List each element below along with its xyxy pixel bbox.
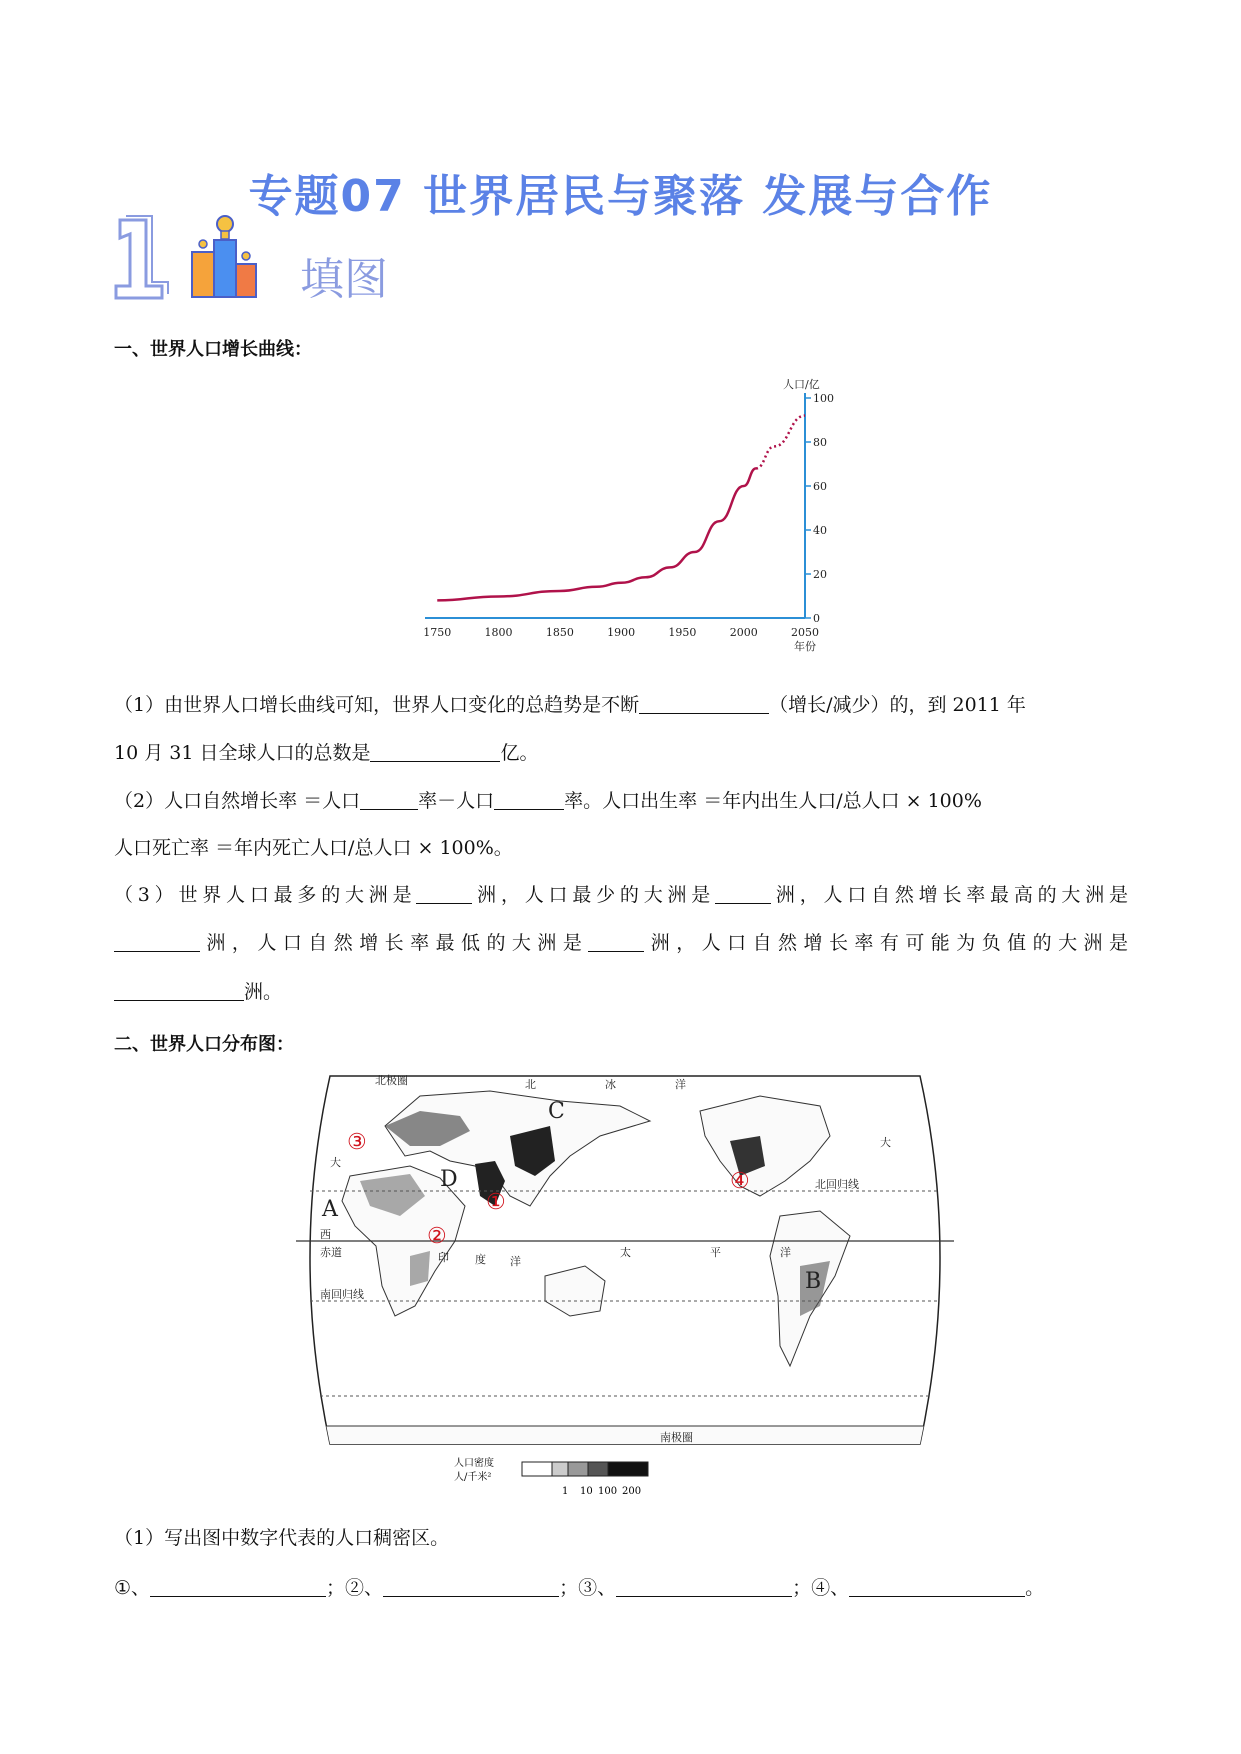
label-west: 西 — [320, 1228, 331, 1241]
map-number-4: ④ — [730, 1169, 750, 1194]
label-equator: 赤道 — [320, 1246, 342, 1259]
x-tick-label: 1900 — [607, 626, 636, 639]
x-tick-label: 1750 — [423, 626, 452, 639]
answer-label-3: ；③、 — [559, 1577, 617, 1599]
label-ice: 冰 — [605, 1078, 616, 1091]
answer-blank-area-3[interactable] — [616, 1578, 792, 1597]
label-indian-1: 印 — [438, 1251, 449, 1264]
population-growth-chart — [415, 368, 835, 658]
q1-text-c: 10 月 31 日全球人口的总数是 — [114, 742, 371, 764]
map-answer-line — [114, 1576, 1044, 1600]
answer-blank-death[interactable] — [494, 791, 564, 810]
label-big-right: 大 — [880, 1136, 891, 1149]
label-pacific-3: 洋 — [780, 1246, 791, 1259]
q3-text-a: （3）世界人口最多的大洲是 — [114, 884, 417, 906]
answer-blank-least-populous[interactable] — [715, 885, 771, 904]
x-tick-label: 2000 — [729, 626, 758, 639]
answer-blank-highest-growth[interactable] — [114, 933, 200, 952]
y-tick-label: 100 — [813, 392, 834, 405]
label-tropic-north: 北回归线 — [815, 1178, 859, 1191]
q1-text-d: 亿。 — [500, 742, 539, 764]
question-3-line-1 — [114, 883, 1128, 907]
legend-unit: 人/千米² — [454, 1472, 492, 1483]
label-north: 北 — [525, 1078, 536, 1091]
question-2-line-1 — [114, 789, 982, 813]
q3-text-c: 洲，人口自然增长率最高的大洲是 — [771, 884, 1128, 906]
answer-blank-area-1[interactable] — [150, 1578, 326, 1597]
legend-tick-10: 10 — [580, 1486, 593, 1497]
label-big-left: 大 — [330, 1156, 341, 1169]
answer-label-4: ；④、 — [792, 1577, 850, 1599]
y-axis-label: 人口/亿 — [783, 378, 820, 391]
answer-blank-area-4[interactable] — [849, 1578, 1025, 1597]
label-pacific-1: 太 — [620, 1246, 631, 1259]
y-tick-label: 60 — [813, 480, 827, 493]
section-badge — [112, 212, 292, 302]
answer-label-1: ①、 — [114, 1577, 151, 1599]
trophy-podium-icon — [192, 216, 256, 297]
legend-tick-200: 200 — [622, 1486, 642, 1497]
answer-blank-area-2[interactable] — [383, 1578, 559, 1597]
answer-blank-negative-growth[interactable] — [114, 982, 244, 1001]
label-tropic-south: 南回归线 — [320, 1288, 364, 1301]
answer-blank-lowest-growth[interactable] — [588, 933, 644, 952]
q1-text-a: （1）由世界人口增长曲线可知，世界人口变化的总趋势是不断 — [114, 694, 640, 716]
y-tick-label: 40 — [813, 524, 827, 537]
answer-blank-birth[interactable] — [360, 791, 418, 810]
page-title: 专题07 世界居民与聚落 发展与合作 — [248, 171, 993, 222]
antarctica-landmass — [310, 1426, 950, 1466]
y-tick-label: 0 — [813, 612, 820, 625]
answer-blank-trend[interactable] — [639, 695, 769, 714]
map-number-1: ① — [486, 1190, 506, 1215]
map-legend — [454, 1456, 648, 1497]
label-indian-2: 度 — [475, 1253, 486, 1266]
label-arctic-circle: 北极圈 — [375, 1074, 408, 1087]
map-number-3: ③ — [347, 1130, 367, 1155]
answer-blank-population[interactable] — [370, 743, 500, 762]
label-pacific-2: 平 — [710, 1246, 721, 1259]
legend-title: 人口密度 — [454, 1458, 494, 1469]
y-tick-label: 80 — [813, 436, 827, 449]
q1-text-b: （增长/减少）的，到 2011 年 — [769, 694, 1026, 716]
map-letter-d: D — [440, 1167, 458, 1192]
question-3-line-2 — [114, 931, 1128, 955]
map-letter-a: A — [322, 1197, 338, 1222]
map-letter-b: B — [805, 1269, 822, 1294]
answer-blank-most-populous[interactable] — [416, 885, 472, 904]
question-1-line-1 — [114, 693, 1026, 717]
answer-end: 。 — [1025, 1577, 1045, 1599]
y-tick-label: 20 — [813, 568, 827, 581]
projection-line — [756, 416, 805, 469]
question-2-line-2: 人口死亡率 ＝年内死亡人口/总人口 × 100%。 — [114, 837, 513, 859]
legend-tick-1: 1 — [562, 1486, 569, 1497]
x-tick-label: 1950 — [668, 626, 697, 639]
section-label: 填图 — [300, 254, 388, 305]
q2-text-a: （2）人口自然增长率 ＝人口 — [114, 790, 361, 812]
x-tick-label: 1800 — [484, 626, 513, 639]
x-tick-label: 2050 — [791, 626, 819, 639]
x-tick-label: 1850 — [545, 626, 574, 639]
heading-population-growth: 一、世界人口增长曲线： — [114, 339, 312, 360]
q3-text-f: 洲。 — [244, 981, 283, 1003]
answer-label-2: ；②、 — [326, 1577, 384, 1599]
map-number-2: ② — [427, 1224, 447, 1249]
world-population-map — [290, 1066, 960, 1506]
number-one-icon — [116, 216, 168, 298]
label-antarctic-circle: 南极圈 — [660, 1431, 693, 1444]
label-indian-3: 洋 — [510, 1255, 521, 1268]
q3-text-e: 洲，人口自然增长率有可能为负值的大洲是 — [644, 932, 1128, 954]
q3-text-d: 洲，人口自然增长率最低的大洲是 — [200, 932, 589, 954]
x-axis-label: 年份 — [794, 640, 816, 653]
q2-text-c: 率。人口出生率 ＝年内出生人口/总人口 × 100% — [564, 790, 982, 812]
question-1-line-2 — [114, 741, 539, 765]
population-line — [437, 468, 756, 600]
heading-population-distribution: 二、世界人口分布图： — [114, 1034, 294, 1055]
q2-text-b: 率－人口 — [418, 790, 495, 812]
map-question-1: （1）写出图中数字代表的人口稠密区。 — [114, 1527, 450, 1549]
q3-text-b: 洲，人口最少的大洲是 — [472, 884, 716, 906]
map-letter-c: C — [548, 1099, 565, 1124]
question-3-line-3 — [114, 980, 282, 1004]
legend-tick-100: 100 — [598, 1486, 618, 1497]
label-ocean-arctic: 洋 — [675, 1078, 686, 1091]
